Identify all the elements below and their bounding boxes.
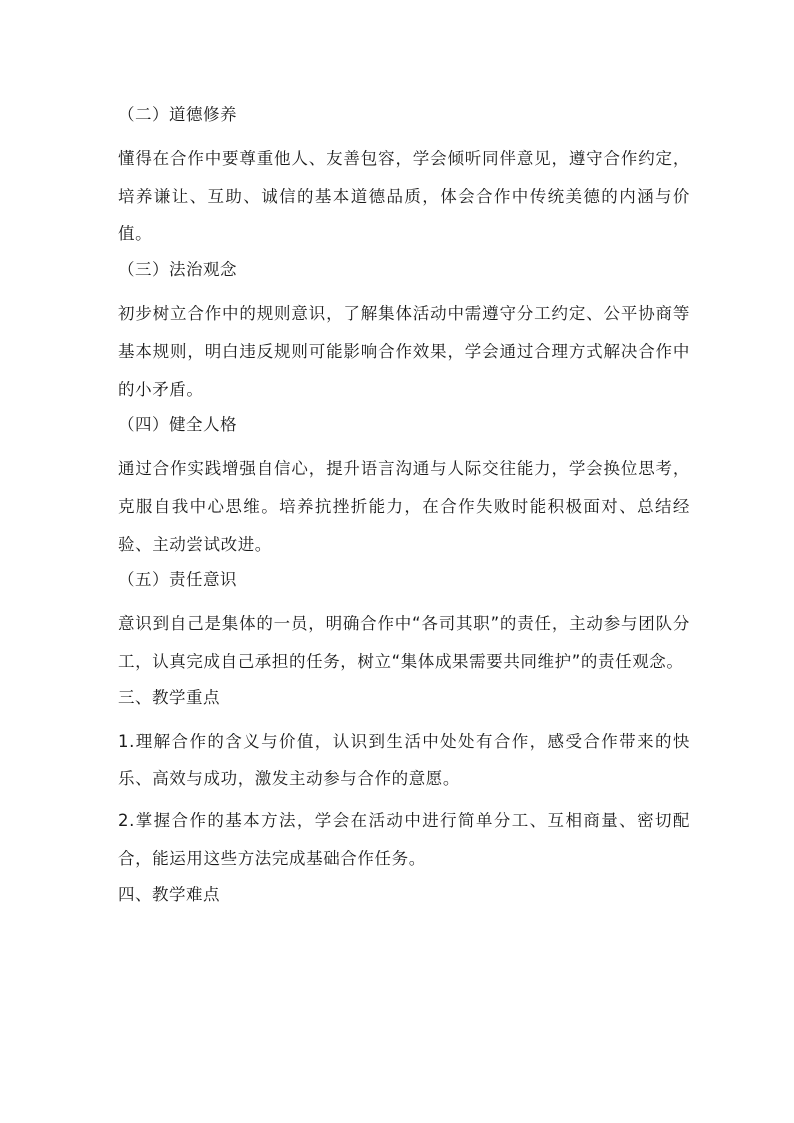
difficulties-heading: 四、教学难点 (118, 884, 220, 904)
section-heading-law: （三）法治观念 (118, 260, 237, 280)
document-body (118, 102, 690, 920)
section-heading-responsibility: （五）责任意识 (118, 570, 237, 590)
section-text-personality: 通过合作实践增强自信心，提升语言沟通与人际交往能力，学会换位思考，克服自我中心思维。培养抗挫折能力，在合作失败时能积极面对、总结经验、主动尝试改进。 (118, 459, 690, 554)
section-text-law: 初步树立合作中的规则意识，了解集体活动中需遵守分工约定、公平协商等基本规则，明白违反规则可能影响合作效果，学会通过合理方式解决合作中的小矛盾。 (118, 304, 690, 399)
key-points-heading: 三、教学重点 (118, 687, 220, 707)
section-text-responsibility: 意识到自己是集体的一员，明确合作中“各司其职”的责任，主动参与团队分工，认真完成自己承担的任务，树立“集体成果需要共同维护”的责任观念。 (118, 614, 690, 672)
key-point-item: 1.理解合作的含义与价值，认识到生活中处处有合作，感受合作带来的快乐、高效与成功，激发主动参与合作的意愿。 (118, 731, 690, 789)
section-text-moral: 懂得在合作中要尊重他人、友善包容，学会倾听同伴意见，遵守合作约定，培养谦让、互助、诚信的基本道德品质，体会合作中传统美德的内涵与价值。 (118, 149, 690, 244)
section-heading-personality: （四）健全人格 (118, 415, 237, 435)
section-heading-moral: （二）道德修养 (118, 105, 237, 124)
key-point-item: 2.掌握合作的基本方法，学会在活动中进行简单分工、互相商量、密切配合，能运用这些方法完成基础合作任务。 (118, 811, 690, 868)
